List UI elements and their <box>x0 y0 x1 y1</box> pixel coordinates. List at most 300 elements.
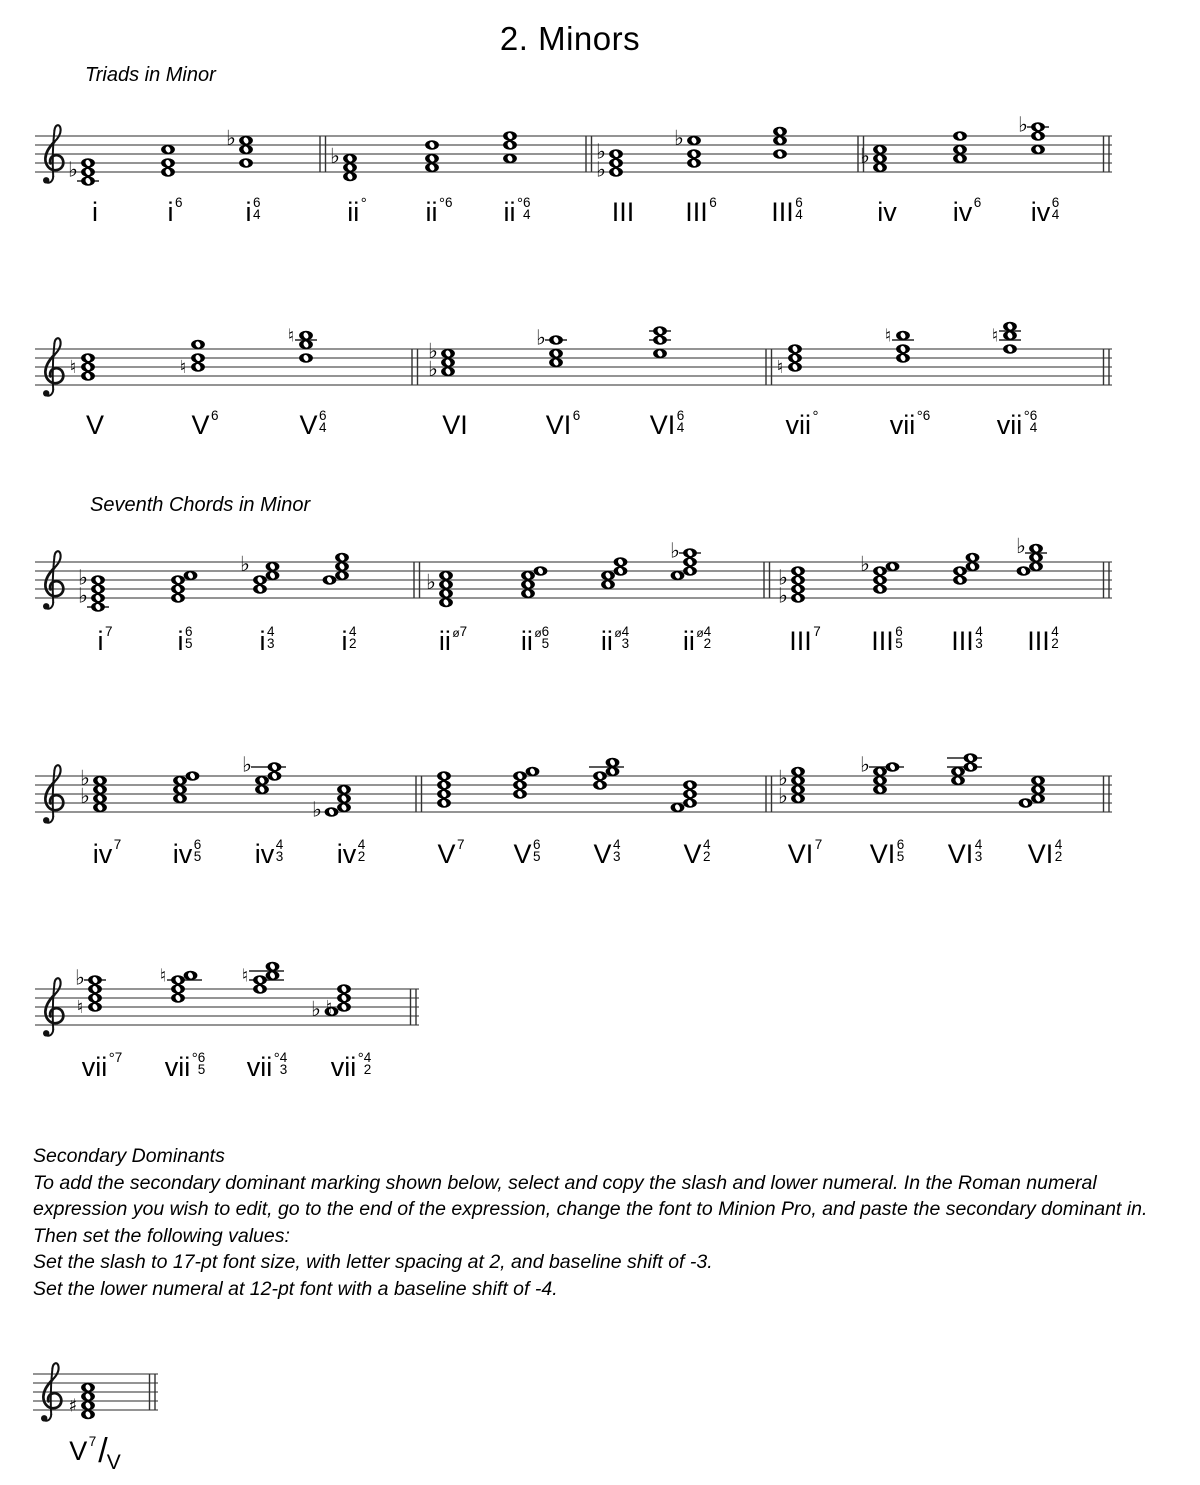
figure-stack <box>573 410 581 422</box>
roman-numeral: i <box>97 626 104 656</box>
quality-symbol: ø <box>452 626 460 640</box>
chord-label <box>545 408 581 440</box>
figured-bass <box>360 195 367 212</box>
flat-icon: ♭ <box>670 538 680 563</box>
figure-stack <box>613 839 621 863</box>
figure-upper: 4 <box>275 837 284 852</box>
figure-stack <box>1051 626 1059 650</box>
figure-upper: 6 <box>1051 195 1060 210</box>
quality-symbol: ° <box>438 195 445 212</box>
chord-label <box>951 624 983 656</box>
figure-stack <box>813 626 821 638</box>
figure-lower: 5 <box>193 849 202 864</box>
figured-bass <box>357 1050 372 1077</box>
roman-numeral: i <box>341 626 348 656</box>
figure-lower: 5 <box>541 636 550 651</box>
roman-numeral: vii <box>246 1052 273 1082</box>
chord-label <box>600 624 630 656</box>
instruction-line: Then set the following values: <box>33 1224 290 1247</box>
roman-numeral: III <box>771 197 794 227</box>
roman-numeral: vii <box>164 1052 191 1082</box>
figure-upper: 4 <box>703 624 712 639</box>
quality-symbol: ø <box>696 626 704 640</box>
figure-upper: 6 <box>541 624 550 639</box>
flat-icon: ♭ <box>311 997 321 1021</box>
figured-bass <box>452 624 468 640</box>
chord-label <box>69 1432 121 1474</box>
figured-bass <box>572 408 581 423</box>
natural-icon: ♮ <box>884 325 892 347</box>
chord-label <box>246 1050 288 1082</box>
figured-bass <box>357 837 366 864</box>
figure-stack <box>1052 197 1060 221</box>
figure-lower: 4 <box>795 207 803 222</box>
figured-bass <box>895 624 903 651</box>
roman-numeral: iv <box>952 197 973 227</box>
figure-lower: 5 <box>895 636 903 651</box>
figured-bass <box>191 1050 206 1077</box>
figure-stack <box>267 626 275 650</box>
flat-icon: ♭ <box>428 357 438 381</box>
figure-stack <box>795 197 803 221</box>
figure-lower: 2 <box>1054 849 1063 864</box>
flat-icon: ♭ <box>242 752 252 777</box>
roman-numeral: ii <box>682 626 695 656</box>
roman-numeral: V <box>513 839 532 869</box>
figure-stack <box>1055 839 1063 863</box>
page-title: 2. Minors <box>499 20 641 57</box>
figure-lower: 4 <box>676 420 685 435</box>
flat-icon: ♭ <box>78 583 88 608</box>
figure-upper: 4 <box>348 624 357 639</box>
figure-stack <box>445 197 453 209</box>
roman-numeral: III <box>789 626 812 656</box>
chord-label <box>996 408 1038 440</box>
roman-numeral: vii <box>996 410 1023 440</box>
figured-bass <box>814 837 823 852</box>
figure-lower: 4 <box>319 420 327 435</box>
figured-bass <box>348 624 357 651</box>
chord-label <box>952 195 982 227</box>
figured-bass <box>273 1050 288 1077</box>
figure-lower: 2 <box>703 636 712 651</box>
roman-numeral: VI <box>869 839 896 869</box>
figured-bass <box>795 195 803 222</box>
figure-upper: 7 <box>88 1434 97 1449</box>
figured-bass <box>184 624 193 651</box>
chord-label <box>682 624 712 656</box>
figured-bass <box>1023 408 1038 435</box>
figure-stack <box>895 626 903 650</box>
figured-bass <box>916 408 931 425</box>
figure-stack <box>175 197 183 209</box>
figure-upper: 6 <box>193 837 202 852</box>
flat-icon: ♭ <box>68 157 78 182</box>
figure-lower: 4 <box>522 207 531 222</box>
figured-bass <box>193 837 202 864</box>
chord-label <box>869 837 905 869</box>
figure-stack <box>349 626 357 650</box>
roman-numeral: iv <box>1030 197 1051 227</box>
flat-icon: ♭ <box>778 784 788 808</box>
figure-stack <box>897 839 905 863</box>
flat-icon: ♭ <box>778 583 788 608</box>
figure-stack <box>677 410 685 434</box>
roman-numeral: ii <box>503 197 516 227</box>
figure-stack <box>105 626 113 638</box>
chord-label <box>97 624 113 656</box>
instructions-title: Secondary Dominants <box>33 1145 225 1167</box>
quality-symbol: ° <box>516 195 523 212</box>
flat-icon: ♭ <box>80 766 90 790</box>
figured-bass <box>174 195 183 210</box>
secondary-dominant-target: V <box>106 1451 121 1474</box>
figured-bass <box>614 624 630 651</box>
quality-symbol: ø <box>614 626 622 640</box>
figure-stack <box>114 839 122 851</box>
figure-stack <box>622 626 630 650</box>
chord-label <box>1027 624 1059 656</box>
flat-icon: ♭ <box>778 565 788 590</box>
figure-stack <box>533 839 541 863</box>
chord-label <box>172 837 202 869</box>
roman-numeral: III <box>1027 626 1050 656</box>
figure-upper: 7 <box>813 624 821 639</box>
figured-bass <box>108 1050 123 1067</box>
figured-bass <box>613 837 621 864</box>
figure-upper: 6 <box>184 624 193 639</box>
figure-stack <box>358 839 366 863</box>
figure-stack <box>457 839 465 851</box>
roman-numeral: ii <box>520 626 533 656</box>
roman-numeral: vii <box>330 1052 357 1082</box>
figured-bass <box>812 408 819 425</box>
roman-numeral: VI <box>442 410 468 440</box>
figure-upper: 6 <box>174 195 183 210</box>
roman-numeral: iv <box>172 839 193 869</box>
figure-upper: 4 <box>357 837 366 852</box>
roman-numeral: III <box>871 626 894 656</box>
chord-label <box>86 412 104 439</box>
figure-upper: 4 <box>975 624 983 639</box>
figure-stack <box>364 1052 372 1076</box>
roman-numeral: VI <box>1027 839 1054 869</box>
figure-stack <box>276 839 284 863</box>
figure-stack <box>709 197 717 209</box>
figure-stack <box>280 1052 288 1076</box>
figured-bass <box>88 1434 97 1449</box>
figure-lower: 5 <box>896 849 905 864</box>
flat-icon: ♭ <box>78 565 88 590</box>
figured-bass <box>319 408 327 435</box>
secondary-dominant-slash: / <box>98 1432 108 1470</box>
instruction-line: Set the lower numeral at 12-pt font with a baseline shift of -4. <box>33 1277 558 1300</box>
roman-numeral: ii <box>347 197 360 227</box>
figured-bass <box>211 408 219 423</box>
figure-upper: 6 <box>973 195 982 210</box>
figured-bass <box>534 624 550 651</box>
quality-symbol: ° <box>916 408 923 425</box>
roman-numeral: III <box>611 197 635 227</box>
roman-numeral: vii <box>81 1052 108 1082</box>
chord-label <box>330 1050 372 1082</box>
flat-icon: ♭ <box>80 784 90 808</box>
figure-upper: 6 <box>795 195 803 210</box>
chord-label <box>92 199 98 226</box>
chord-label <box>1030 195 1060 227</box>
chord-label <box>612 199 635 226</box>
figure-upper: 7 <box>114 1050 123 1065</box>
flat-icon: ♭ <box>428 339 438 363</box>
chord-label <box>259 624 275 656</box>
figure-upper: 4 <box>266 624 275 639</box>
figured-bass <box>533 837 541 864</box>
quality-symbol: ° <box>812 408 819 425</box>
figured-bass <box>813 624 821 639</box>
chord-label <box>167 195 183 227</box>
figure-upper: 6 <box>895 624 903 639</box>
natural-icon: ♮ <box>159 965 167 987</box>
quality-symbol: ° <box>1023 408 1030 425</box>
figure-upper: 4 <box>621 624 630 639</box>
roman-numeral: ii <box>600 626 613 656</box>
roman-numeral: iv <box>336 839 357 869</box>
figure-upper: 4 <box>974 837 983 852</box>
roman-numeral: i <box>259 626 266 656</box>
figured-bass <box>516 195 531 222</box>
chord-label <box>771 195 803 227</box>
chord-label <box>877 199 897 226</box>
figure-upper: 6 <box>896 837 905 852</box>
roman-numeral: V <box>85 410 105 440</box>
instruction-line: expression you wish to edit, go to the end of the expression, change the font to Minion Pro, and paste the secondary dominant in. <box>33 1198 1148 1220</box>
flat-icon: ♭ <box>226 126 236 150</box>
flat-icon: ♭ <box>596 139 606 164</box>
flat-icon: ♭ <box>536 325 546 350</box>
figure-lower: 2 <box>348 636 357 651</box>
chord-label <box>164 1050 206 1082</box>
chord-label <box>520 624 550 656</box>
figure-upper: 7 <box>113 837 122 852</box>
roman-numeral: III <box>951 626 974 656</box>
natural-icon: ♮ <box>287 325 295 347</box>
quality-symbol: ° <box>191 1050 198 1067</box>
heading-triads-in-minor: Triads in Minor <box>85 64 216 86</box>
figure-stack <box>460 626 468 638</box>
chord-label <box>787 837 823 869</box>
chord-label <box>1027 837 1063 869</box>
figure-upper: 7 <box>814 837 823 852</box>
chord-label <box>442 412 468 439</box>
figure-lower: 3 <box>279 1062 288 1077</box>
roman-numeral: VI <box>649 410 676 440</box>
figure-stack <box>194 839 202 863</box>
figure-lower: 2 <box>703 849 711 864</box>
chord-label <box>685 195 717 227</box>
figure-upper: 4 <box>363 1050 372 1065</box>
figure-upper: 4 <box>613 837 621 852</box>
figure-upper: 4 <box>703 837 711 852</box>
chord-label <box>437 837 465 869</box>
chord-label <box>513 837 541 869</box>
figure-upper: 6 <box>252 195 261 210</box>
secondary-dominants-instructions <box>33 1143 1147 1302</box>
flat-icon: ♭ <box>312 797 322 822</box>
figure-stack <box>211 410 219 422</box>
roman-numeral: V <box>593 839 612 869</box>
figured-bass <box>703 837 711 864</box>
figure-stack <box>542 626 550 650</box>
natural-icon: ♮ <box>69 357 77 378</box>
figure-upper: 7 <box>104 624 113 639</box>
instruction-line: Set the slash to 17-pt font size, with letter spacing at 2, and baseline shift of -3. <box>33 1251 713 1273</box>
figured-bass <box>676 408 685 435</box>
figure-stack <box>975 839 983 863</box>
chord-label <box>438 624 468 656</box>
figure-lower: 3 <box>974 849 983 864</box>
roman-numeral: VI <box>545 410 572 440</box>
quality-symbol: ° <box>273 1050 280 1067</box>
figure-stack <box>815 839 823 851</box>
roman-numeral: iv <box>254 839 275 869</box>
roman-numeral: V <box>69 1436 88 1466</box>
sharp-icon: ♯ <box>68 1395 78 1417</box>
chord-label <box>425 195 453 227</box>
figure-stack <box>523 197 531 221</box>
roman-numeral: i <box>92 197 98 227</box>
roman-numeral: iv <box>877 197 897 227</box>
roman-numeral: vii <box>785 410 811 440</box>
figured-bass <box>709 195 717 210</box>
figure-stack <box>89 1436 97 1448</box>
figure-upper: 6 <box>709 195 717 210</box>
figured-bass <box>457 837 465 852</box>
figure-upper: 6 <box>676 408 685 423</box>
figure-stack <box>974 197 982 209</box>
figure-upper: 6 <box>444 195 453 210</box>
figure-stack <box>1030 410 1038 434</box>
figure-stack <box>115 1052 123 1064</box>
roman-numeral: i <box>245 197 252 227</box>
instruction-line: To add the secondary dominant marking shown below, select and copy the slash and lower numeral. In the Roman numeral <box>33 1171 1097 1194</box>
figure-lower: 5 <box>533 849 541 864</box>
chord-label <box>871 624 903 656</box>
flat-icon: ♭ <box>596 157 606 182</box>
figured-bass <box>975 624 983 651</box>
quality-symbol: ° <box>108 1050 115 1067</box>
flat-icon: ♭ <box>1018 112 1028 137</box>
figure-lower: 5 <box>184 636 193 651</box>
figure-stack <box>923 410 931 422</box>
natural-icon: ♮ <box>991 325 999 347</box>
roman-numeral: iv <box>92 839 113 869</box>
quality-symbol: ° <box>360 195 367 212</box>
roman-numeral: V <box>299 410 318 440</box>
chord-label <box>347 195 367 227</box>
chord-label <box>683 837 711 869</box>
flat-icon: ♭ <box>860 752 870 777</box>
natural-icon: ♮ <box>76 997 84 1018</box>
roman-numeral: V <box>437 839 456 869</box>
figured-bass <box>973 195 982 210</box>
flat-icon: ♭ <box>240 552 250 576</box>
roman-numeral: ii <box>438 626 451 656</box>
figured-bass <box>275 837 284 864</box>
figure-lower: 4 <box>1029 420 1038 435</box>
figure-lower: 3 <box>266 636 275 651</box>
figure-stack <box>975 626 983 650</box>
figure-lower: 3 <box>621 636 630 651</box>
roman-numeral: III <box>685 197 708 227</box>
figured-bass <box>1051 195 1060 222</box>
natural-icon: ♮ <box>241 965 249 987</box>
figure-upper: 4 <box>279 1050 288 1065</box>
quality-symbol: ° <box>357 1050 364 1067</box>
figure-upper: 7 <box>459 624 468 639</box>
figured-bass <box>896 837 905 864</box>
chord-label <box>177 624 193 656</box>
figure-stack <box>185 626 193 650</box>
chord-label <box>649 408 685 440</box>
figured-bass <box>104 624 113 639</box>
figure-lower: 2 <box>357 849 366 864</box>
figure-upper: 4 <box>1051 624 1059 639</box>
natural-icon: ♮ <box>179 357 187 378</box>
flat-icon: ♭ <box>860 144 870 168</box>
figure-stack <box>703 839 711 863</box>
chord-label <box>299 408 327 440</box>
figure-stack <box>704 626 712 650</box>
chord-label <box>889 408 931 440</box>
chord-label <box>503 195 531 227</box>
roman-numeral: i <box>167 197 174 227</box>
flat-icon: ♭ <box>75 965 85 990</box>
chord-label <box>245 195 261 227</box>
figure-lower: 3 <box>275 849 284 864</box>
figure-lower: 5 <box>197 1062 206 1077</box>
flat-icon: ♭ <box>426 570 436 594</box>
chord-label <box>336 837 366 869</box>
natural-icon: ♮ <box>776 357 784 378</box>
figured-bass <box>1051 624 1059 651</box>
chord-label <box>81 1050 123 1082</box>
flat-icon: ♭ <box>1016 534 1026 558</box>
natural-icon: ♮ <box>325 997 333 1018</box>
heading-seventh-chords-in-minor: Seventh Chords in Minor <box>90 494 311 516</box>
flat-icon: ♭ <box>330 144 340 168</box>
figure-stack <box>198 1052 206 1076</box>
chord-label <box>191 408 219 440</box>
quality-symbol: ø <box>534 626 542 640</box>
figured-bass <box>974 837 983 864</box>
roman-numeral: ii <box>425 197 438 227</box>
figured-bass <box>113 837 122 852</box>
figure-stack <box>319 410 327 434</box>
roman-numeral: i <box>177 626 184 656</box>
flat-icon: ♭ <box>860 552 870 576</box>
figured-bass <box>696 624 712 651</box>
figure-upper: 6 <box>533 837 541 852</box>
chord-label <box>785 408 819 440</box>
figure-upper: 6 <box>1029 408 1038 423</box>
roman-numeral: VI <box>787 839 814 869</box>
figure-upper: 6 <box>211 408 219 423</box>
roman-numeral: V <box>191 410 210 440</box>
figure-upper: 6 <box>319 408 327 423</box>
figure-upper: 6 <box>522 195 531 210</box>
chord-label <box>92 837 122 869</box>
figure-lower: 4 <box>1051 207 1060 222</box>
